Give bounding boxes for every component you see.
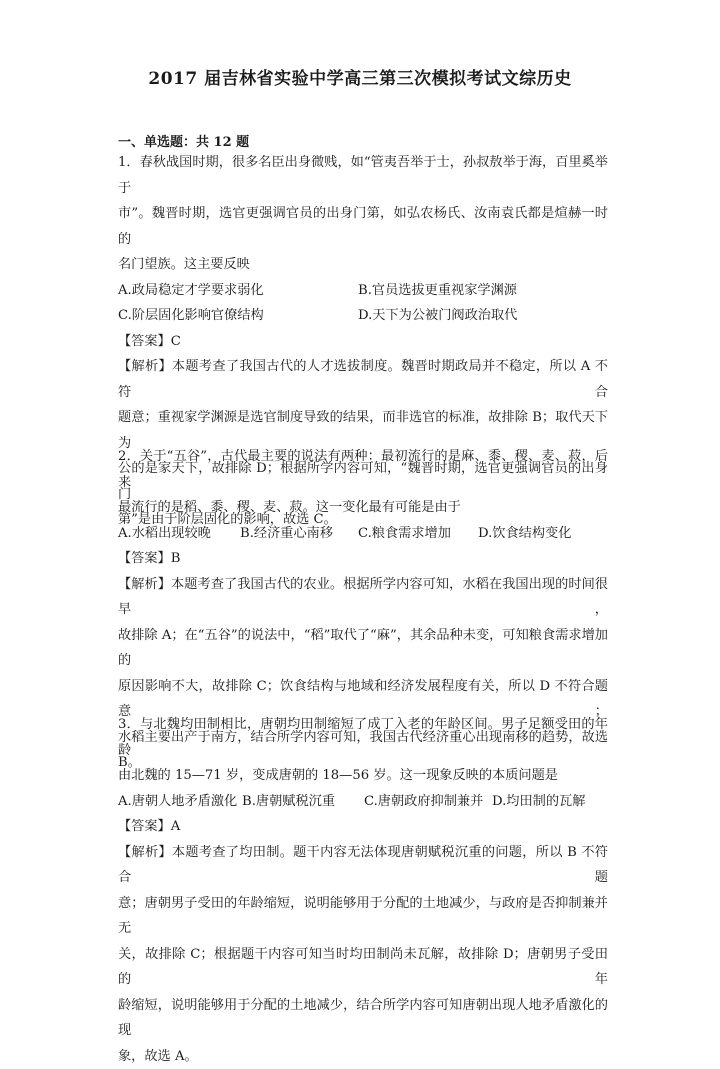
q1-analysis-line: 公的是家天下，故排除 D；根据所学内容可知，“魏晋时期，选官更强调官员的出身门	[118, 456, 608, 507]
q3-option-d: D.均田制的瓦解	[492, 789, 602, 815]
question-3	[118, 712, 608, 1069]
q3-option-a: A.唐朝人地矛盾激化	[118, 789, 242, 815]
q3-answer: 【答案】A	[118, 814, 608, 840]
page-title: 2017 届吉林省实验中学高三第三次模拟考试文综历史	[0, 64, 720, 89]
q2-stem-line: 2．关于“五谷”，古代最主要的说法有两种：最初流行的是麻、黍、稷、麦、菽，后来	[118, 444, 608, 495]
q2-analysis-line: B。	[118, 750, 608, 776]
q1-analysis-line: 【解析】本题考查了我国古代的人才选拔制度。魏晋时期政局并不稳定，所以 A 不符合	[118, 354, 608, 405]
q1-option-b: B.官员选拔更重视家学渊源	[358, 278, 598, 304]
q3-analysis-line: 龄缩短，说明能够用于分配的土地减少，结合所学内容可知唐朝出现人地矛盾激化的现	[118, 993, 608, 1044]
q1-option-a: A.政局稳定才学要求弱化	[118, 278, 358, 304]
q1-stem-line: 市”。魏晋时期，选官更强调官员的出身门第，如弘农杨氏、汝南袁氏都是煊赫一时的	[118, 201, 608, 252]
q1-option-c: C.阶层固化影响官僚结构	[118, 303, 358, 329]
q1-analysis-line: 第”是由于阶层固化的影响，故选 C。	[118, 507, 608, 533]
q3-options	[118, 789, 608, 815]
q2-option-c: C.粮食需求增加	[358, 521, 478, 547]
q1-option-d: D.天下为公被门阀政治取代	[358, 303, 598, 329]
q3-stem-line: 3．与北魏均田制相比，唐朝均田制缩短了成丁入老的年龄区间。男子足额受田的年龄	[118, 712, 608, 763]
q3-analysis-line: 象，故选 A。	[118, 1044, 608, 1069]
q3-stem-line: 由北魏的 15—71 岁，变成唐朝的 18—56 岁。这一现象反映的本质问题是	[118, 763, 608, 789]
q2-analysis-line: 【解析】本题考查了我国古代的农业。根据所学内容可知，水稻在我国出现的时间很早，	[118, 572, 608, 623]
q2-option-b: B.经济重心南移	[240, 521, 358, 547]
q3-analysis-line: 意；唐朝男子受田的年龄缩短，说明能够用于分配的土地减少，与政府是否抑制兼并无	[118, 891, 608, 942]
q1-stem-line: 1．春秋战国时期，很多名臣出身微贱，如“管夷吾举于士，孙叔敖举于海，百里奚举于	[118, 150, 608, 201]
q2-answer: 【答案】B	[118, 546, 608, 572]
q2-options	[118, 521, 608, 547]
q2-option-a: A.水稻出现较晚	[118, 521, 240, 547]
q1-analysis-line: 题意；重视家学渊源是选官制度导致的结果，而非选官的标准，故排除 B；取代天下为	[118, 405, 608, 456]
q2-option-d: D.饮食结构变化	[478, 521, 598, 547]
q2-analysis-line: 原因影响不大，故排除 C；饮食结构与地域和经济发展程度有关，所以 D 不符合题意；	[118, 674, 608, 725]
q2-analysis-line: 故排除 A；在“五谷”的说法中，“稻”取代了“麻”，其余品种未变，可知粮食需求增加的	[118, 623, 608, 674]
q1-stem-line: 名门望族。这主要反映	[118, 252, 608, 278]
q1-answer: 【答案】C	[118, 329, 608, 355]
section-heading: 一、单选题：共 12 题	[118, 131, 249, 150]
q3-option-b: B.唐朝赋税沉重	[242, 789, 364, 815]
q1-options	[118, 278, 608, 304]
q3-analysis-line: 【解析】本题考查了均田制。题干内容无法体现唐朝赋税沉重的问题，所以 B 不符合题	[118, 840, 608, 891]
q3-analysis-line: 关，故排除 C；根据题干内容可知当时均田制尚未瓦解，故排除 D；唐朝男子受田的年	[118, 942, 608, 993]
q3-option-c: C.唐朝政府抑制兼并	[364, 789, 492, 815]
q2-stem-line: 最流行的是稻、黍、稷、麦、菽。这一变化最有可能是由于	[118, 495, 608, 521]
q2-analysis-line: 水稻主要出产于南方，结合所学内容可知，我国古代经济重心出现南移的趋势，故选	[118, 725, 608, 751]
q1-options	[118, 303, 608, 329]
